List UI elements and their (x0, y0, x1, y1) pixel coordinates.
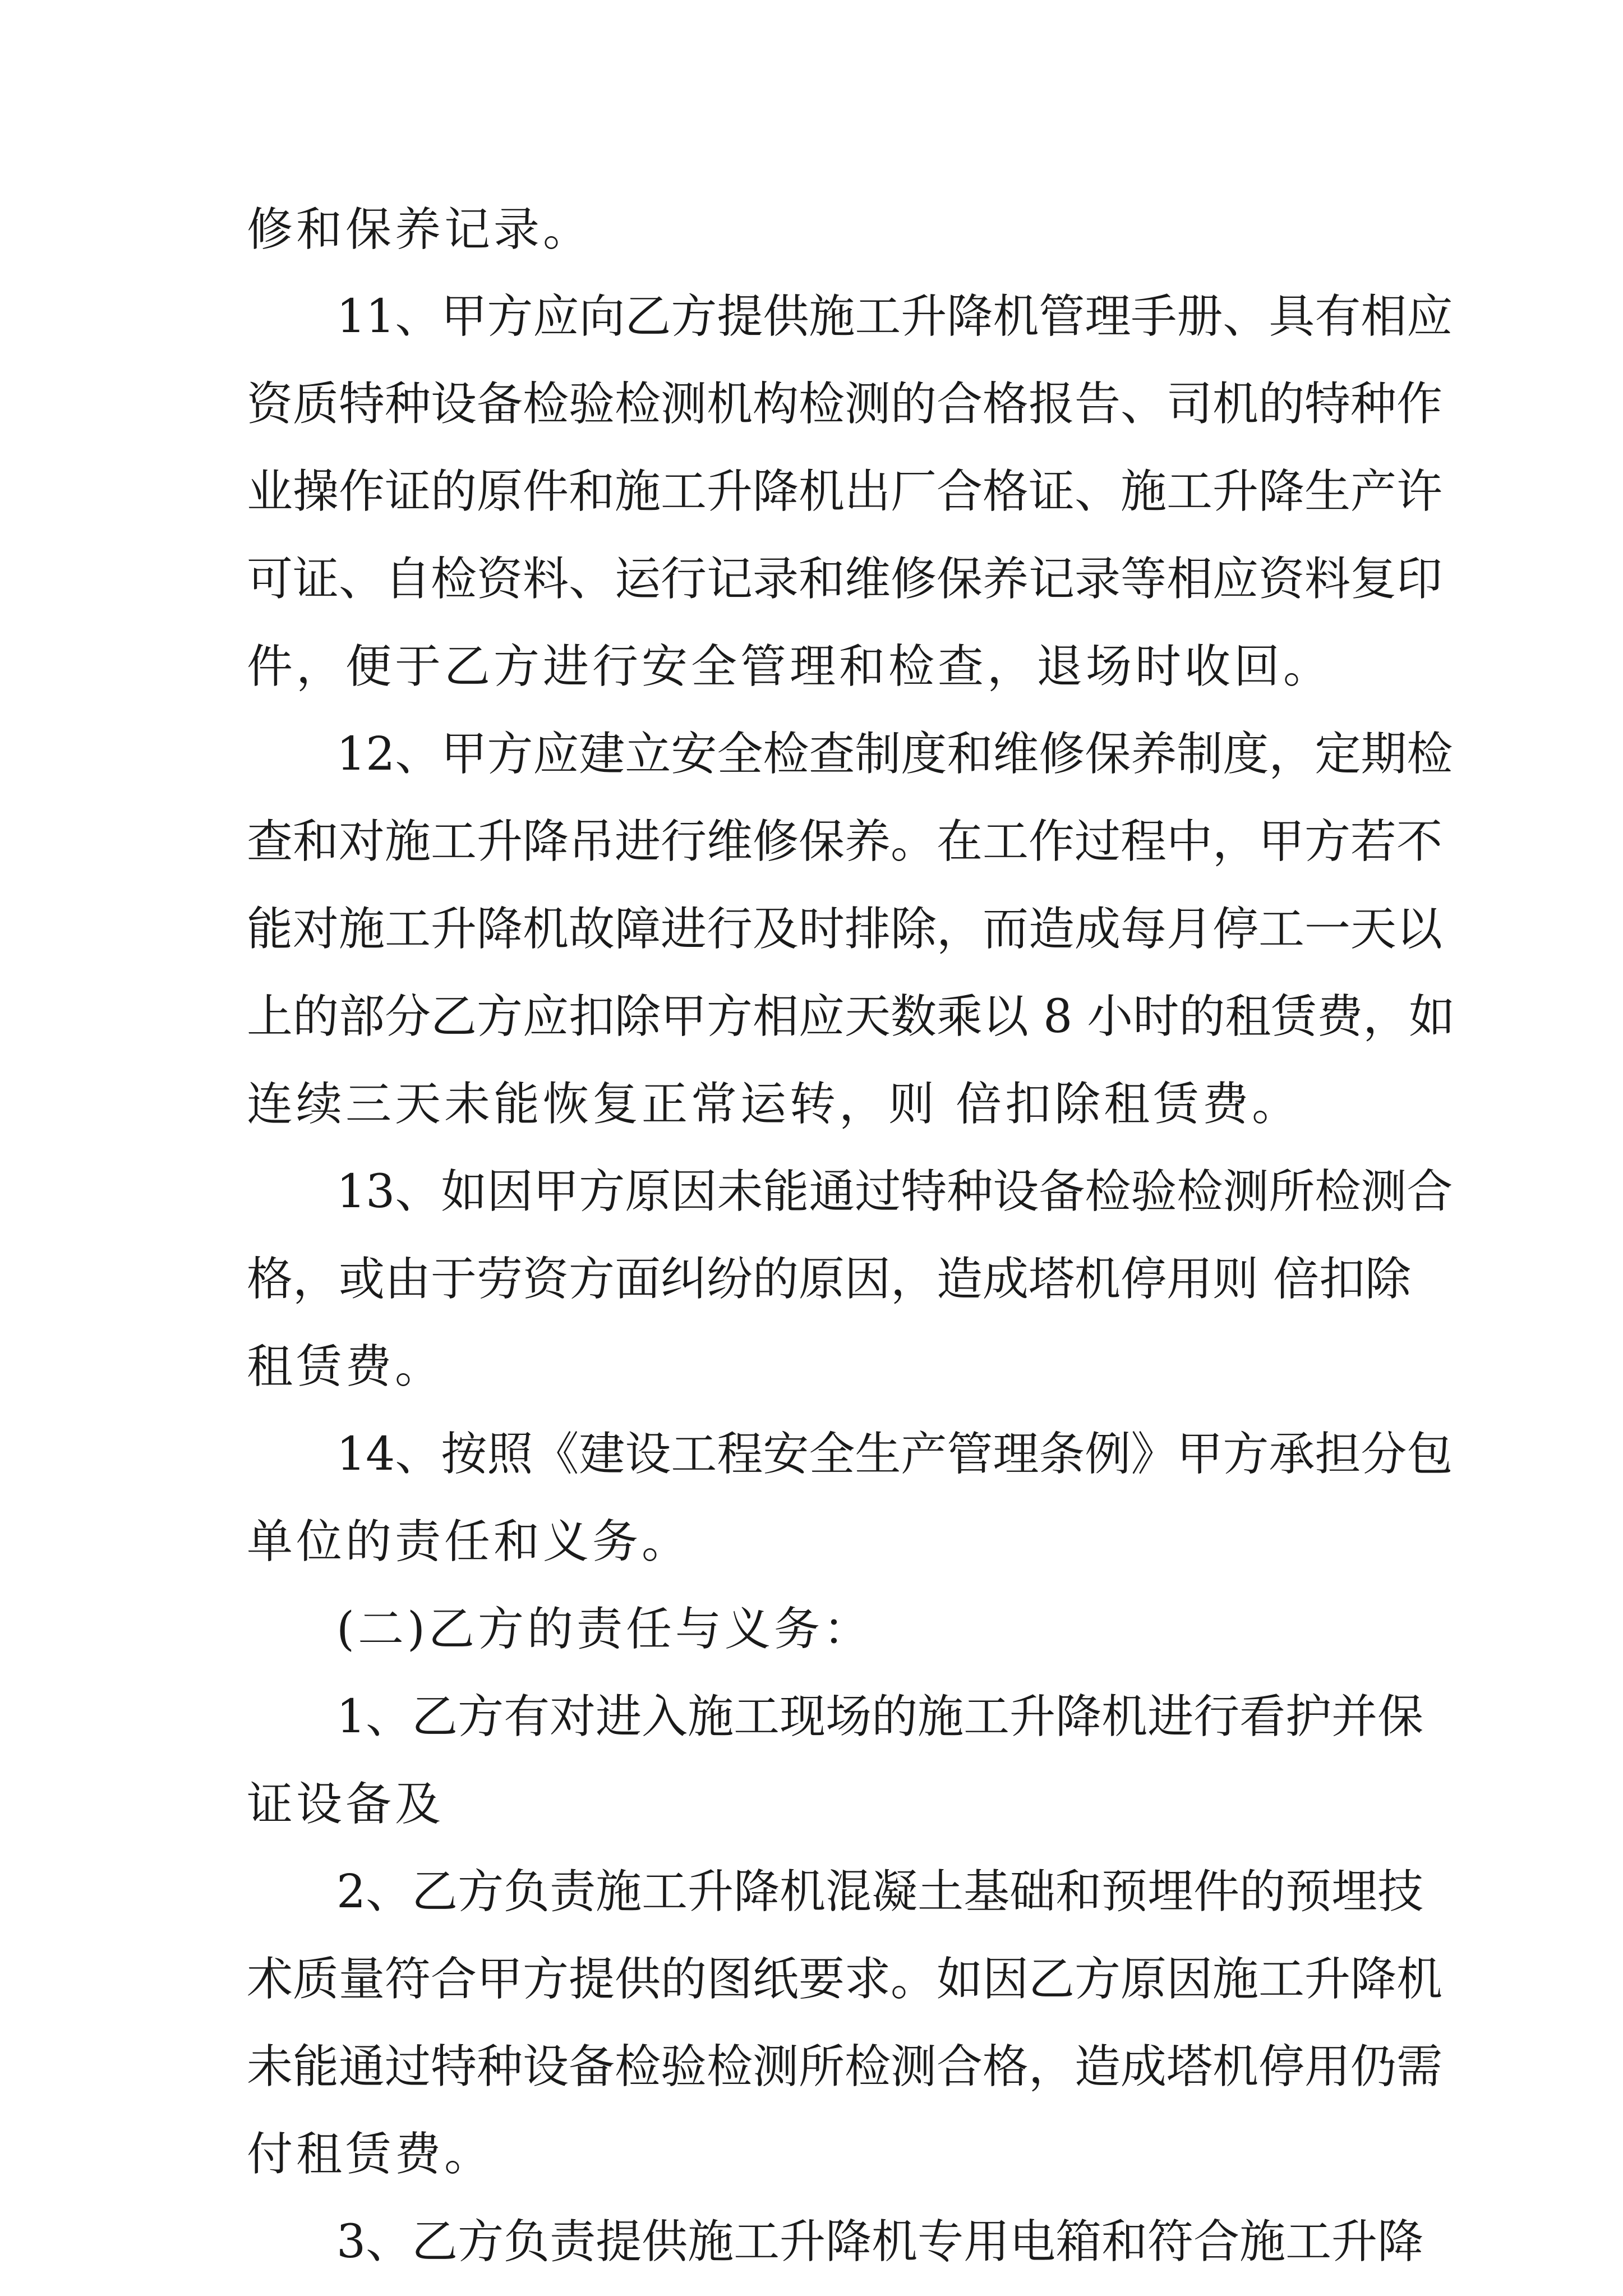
text-line: 租赁费。 (247, 1340, 445, 1393)
text-line: 格，或由于劳资方面纠纷的原因，造成塔机停用则 倍扣除 (247, 1253, 1412, 1306)
paragraph-12-line: 12、甲方应建立安全检查制度和维修保养制度，定期检 (336, 728, 1453, 781)
text-line: 业操作证的原件和施工升降机出厂合格证、施工升降生产许 (247, 465, 1443, 518)
paragraph-14-line: 14、按照《建设工程安全生产管理条例》甲方承担分包 (336, 1428, 1453, 1481)
text-line: 资质特种设备检验检测机构检测的合格报告、司机的特种作 (247, 378, 1443, 431)
text-line: 能对施工升降机故障进行及时排除，而造成每月停工一天以 (247, 903, 1443, 956)
text-line: 术质量符合甲方提供的图纸要求。如因乙方原因施工升降机 (247, 1953, 1443, 2006)
paragraph-11-line: 11、甲方应向乙方提供施工升降机管理手册、具有相应 (336, 290, 1453, 343)
text-line: 付租赁费。 (247, 2128, 494, 2181)
text-line: 连续三天未能恢复正常运转，则 倍扣除租赁费。 (247, 1078, 1302, 1131)
paragraph-b2-line: 2、乙方负责施工升降机混凝土基础和预埋件的预埋技 (336, 1865, 1424, 1918)
text-line: 修和保养记录。 (247, 203, 593, 256)
text-line: 查和对施工升降吊进行维修保养。在工作过程中，甲方若不 (247, 815, 1443, 868)
paragraph-b3-line: 3、乙方负责提供施工升降机专用电箱和符合施工升降 (336, 2215, 1424, 2269)
text-line: 证设备及 (247, 1778, 445, 1831)
section-heading: (二)乙方的责任与义务： (336, 1603, 873, 1656)
text-line: 可证、自检资料、运行记录和维修保养记录等相应资料复印 (247, 553, 1443, 606)
text-line: 未能通过特种设备检验检测所检测合格，造成塔机停用仍需 (247, 2040, 1443, 2093)
paragraph-b1-line: 1、乙方有对进入施工现场的施工升降机进行看护并保 (336, 1690, 1424, 1743)
text-line: 单位的责任和义务。 (247, 1515, 691, 1568)
text-line: 件，便于乙方进行安全管理和检查，退场时收回。 (247, 640, 1333, 693)
text-line: 上的部分乙方应扣除甲方相应天数乘以 8 小时的租赁费，如 (247, 990, 1455, 1043)
paragraph-13-line: 13、如因甲方原因未能通过特种设备检验检测所检测合 (336, 1165, 1453, 1218)
